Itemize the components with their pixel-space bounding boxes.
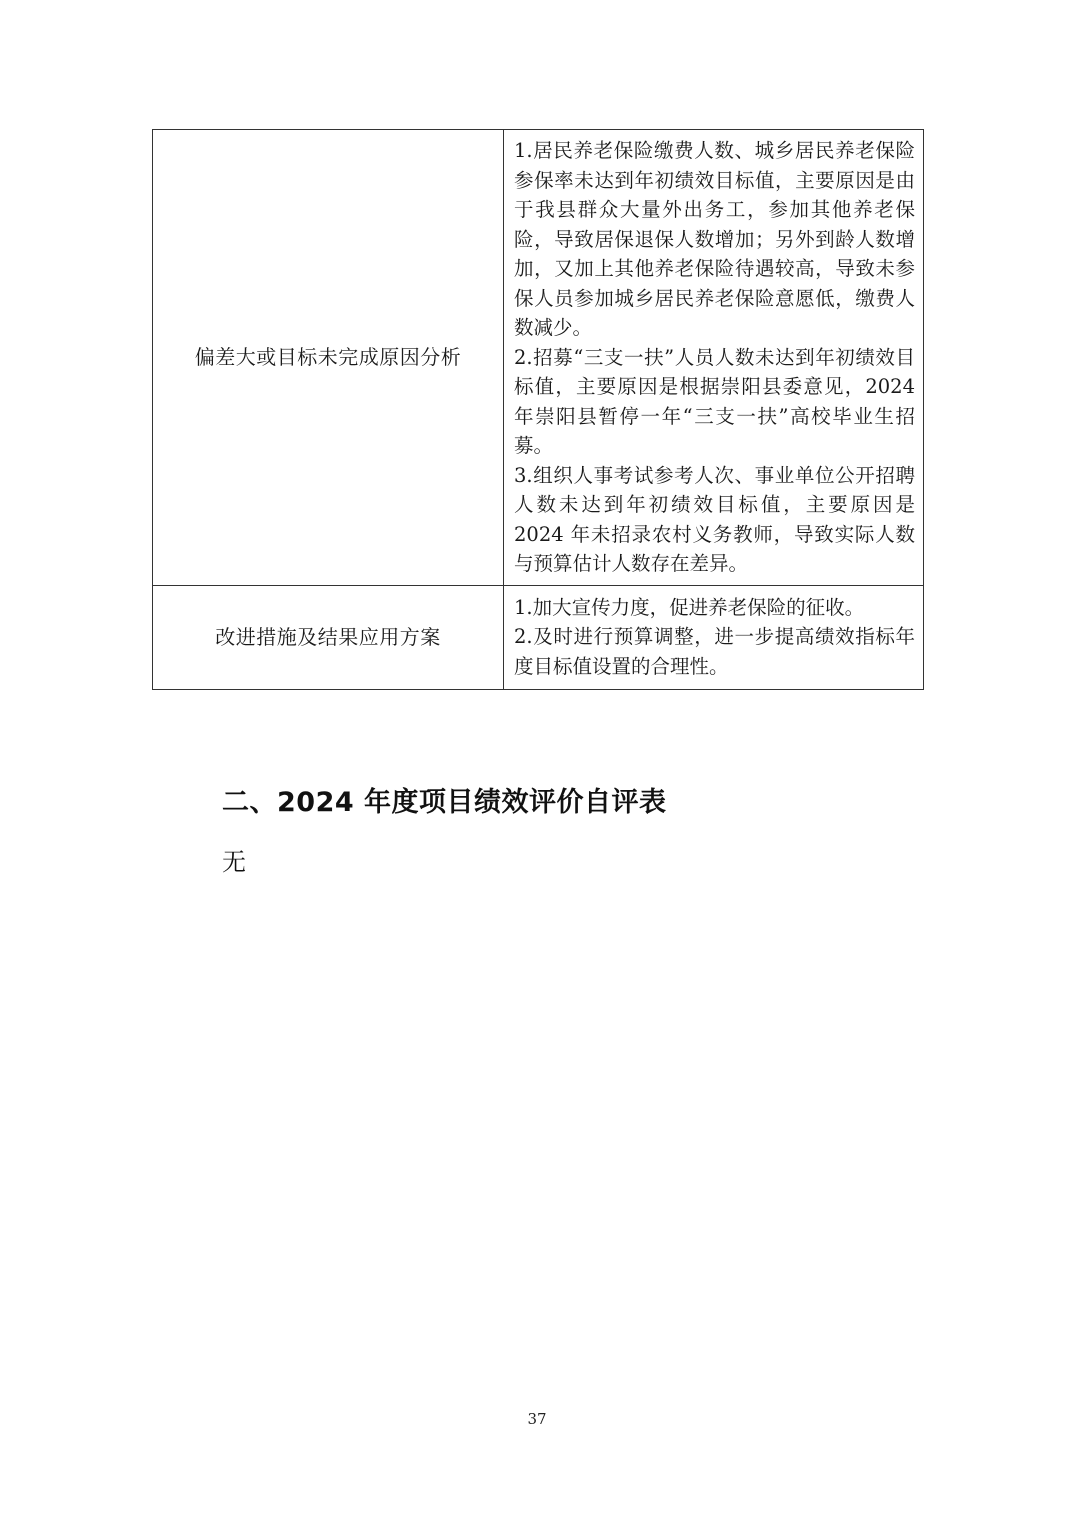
measures-paragraph-1: 1.加大宣传力度，促进养老保险的征收。 — [514, 595, 865, 619]
analysis-paragraph-1: 1.居民养老保险缴费人数、城乡居民养老保险参保率未达到年初绩效目标值，主要原因是由于我县群众大量外出务工，参加其他养老保险，导致居保退保人数增加；另外到龄人数增加，又加上其他养老保险待遇较高，导致未参保人员参加城乡居民养老保险意愿低，缴费人数减少。 — [514, 139, 915, 339]
analysis-paragraph-3: 3.组织人事考试参考人次、事业单位公开招聘人数未达到年初绩效目标值，主要原因是 2024 年未招录农村义务教师，导致实际人数与预算估计人数存在差异。 — [514, 463, 915, 575]
row-label-improvement-measures: 改进措施及结果应用方案 — [153, 585, 504, 689]
table-row-deviation-analysis — [153, 130, 924, 586]
analysis-paragraph-2: 2.招募“三支一扶”人员人数未达到年初绩效目标值，主要原因是根据崇阳县委意见，2024 年崇阳县暂停一年“三支一扶”高校毕业生招募。 — [514, 345, 915, 457]
performance-table — [152, 129, 924, 690]
table-row-improvement-measures — [153, 585, 924, 689]
section-heading: 二、2024 年度项目绩效评价自评表 — [222, 787, 667, 818]
measures-paragraph-2: 2.及时进行预算调整，进一步提高绩效指标年度目标值设置的合理性。 — [514, 625, 915, 678]
section-body-text: 无 — [222, 848, 246, 876]
row-content-improvement-measures — [504, 585, 924, 689]
row-label-deviation-analysis: 偏差大或目标未完成原因分析 — [153, 130, 504, 586]
row-content-deviation-analysis — [504, 130, 924, 586]
page-number: 37 — [527, 1410, 547, 1428]
